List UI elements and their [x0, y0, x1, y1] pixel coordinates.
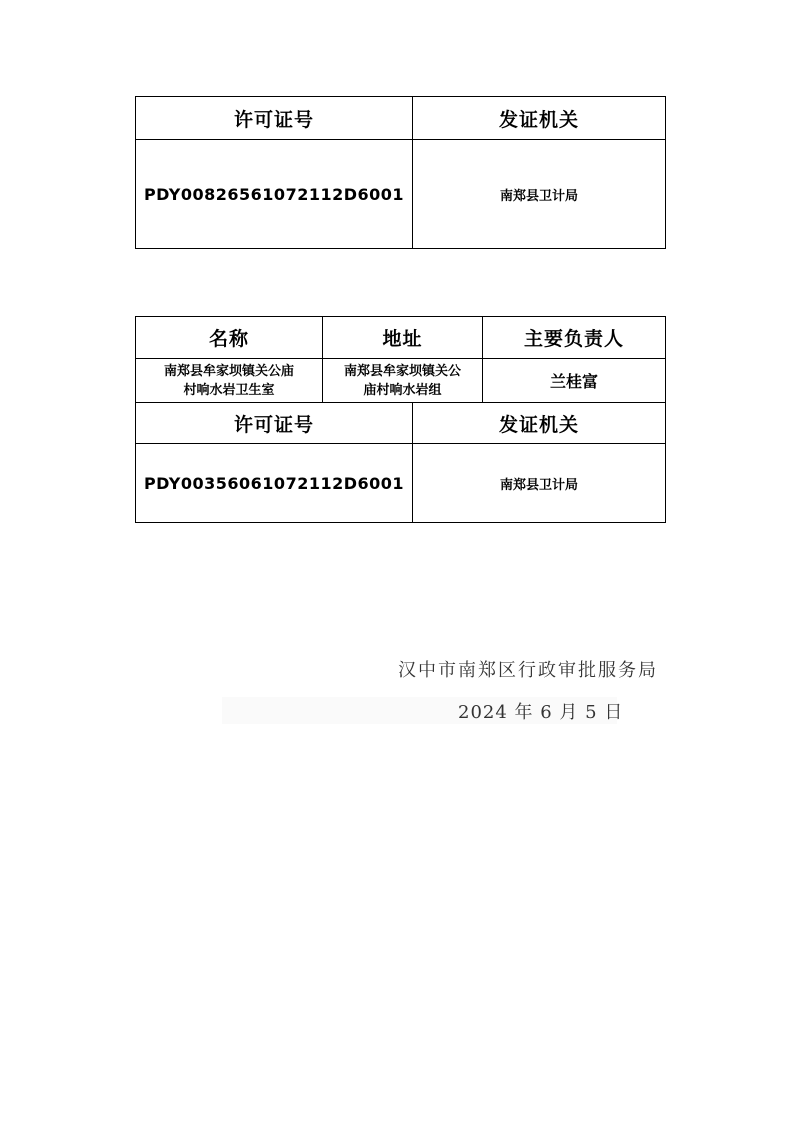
license-number-header: 许可证号	[136, 403, 413, 444]
issuing-authority-header: 发证机关	[413, 97, 666, 140]
address-line-2: 庙村响水岩组	[363, 382, 442, 398]
issuing-authority-value: 南郑县卫计局	[413, 444, 666, 523]
clinic-name-value	[136, 359, 323, 403]
issuing-authority-value: 南郑县卫计局	[413, 140, 666, 249]
license-number-value: PDY00826561072112D6001	[136, 140, 413, 249]
responsible-person-header: 主要负责人	[483, 317, 666, 359]
license-number-header: 许可证号	[136, 97, 413, 140]
license-number-value: PDY00356061072112D6001	[136, 444, 413, 523]
issue-date: 2024 年 6 月 5 日	[458, 702, 624, 723]
issuing-office: 汉中市南郑区行政审批服务局	[398, 660, 658, 681]
clinic-name-line-1: 南郑县牟家坝镇关公庙	[163, 363, 294, 379]
clinic-name-line-2: 村响水岩卫生室	[183, 382, 275, 398]
permit-table-2	[135, 316, 666, 523]
responsible-person-value: 兰桂富	[483, 359, 666, 403]
issuing-authority-header: 发证机关	[413, 403, 666, 444]
name-header: 名称	[136, 317, 323, 359]
address-value	[323, 359, 483, 403]
permit-table-1	[135, 96, 666, 249]
address-header: 地址	[323, 317, 483, 359]
address-line-1: 南郑县牟家坝镇关公	[344, 363, 462, 379]
